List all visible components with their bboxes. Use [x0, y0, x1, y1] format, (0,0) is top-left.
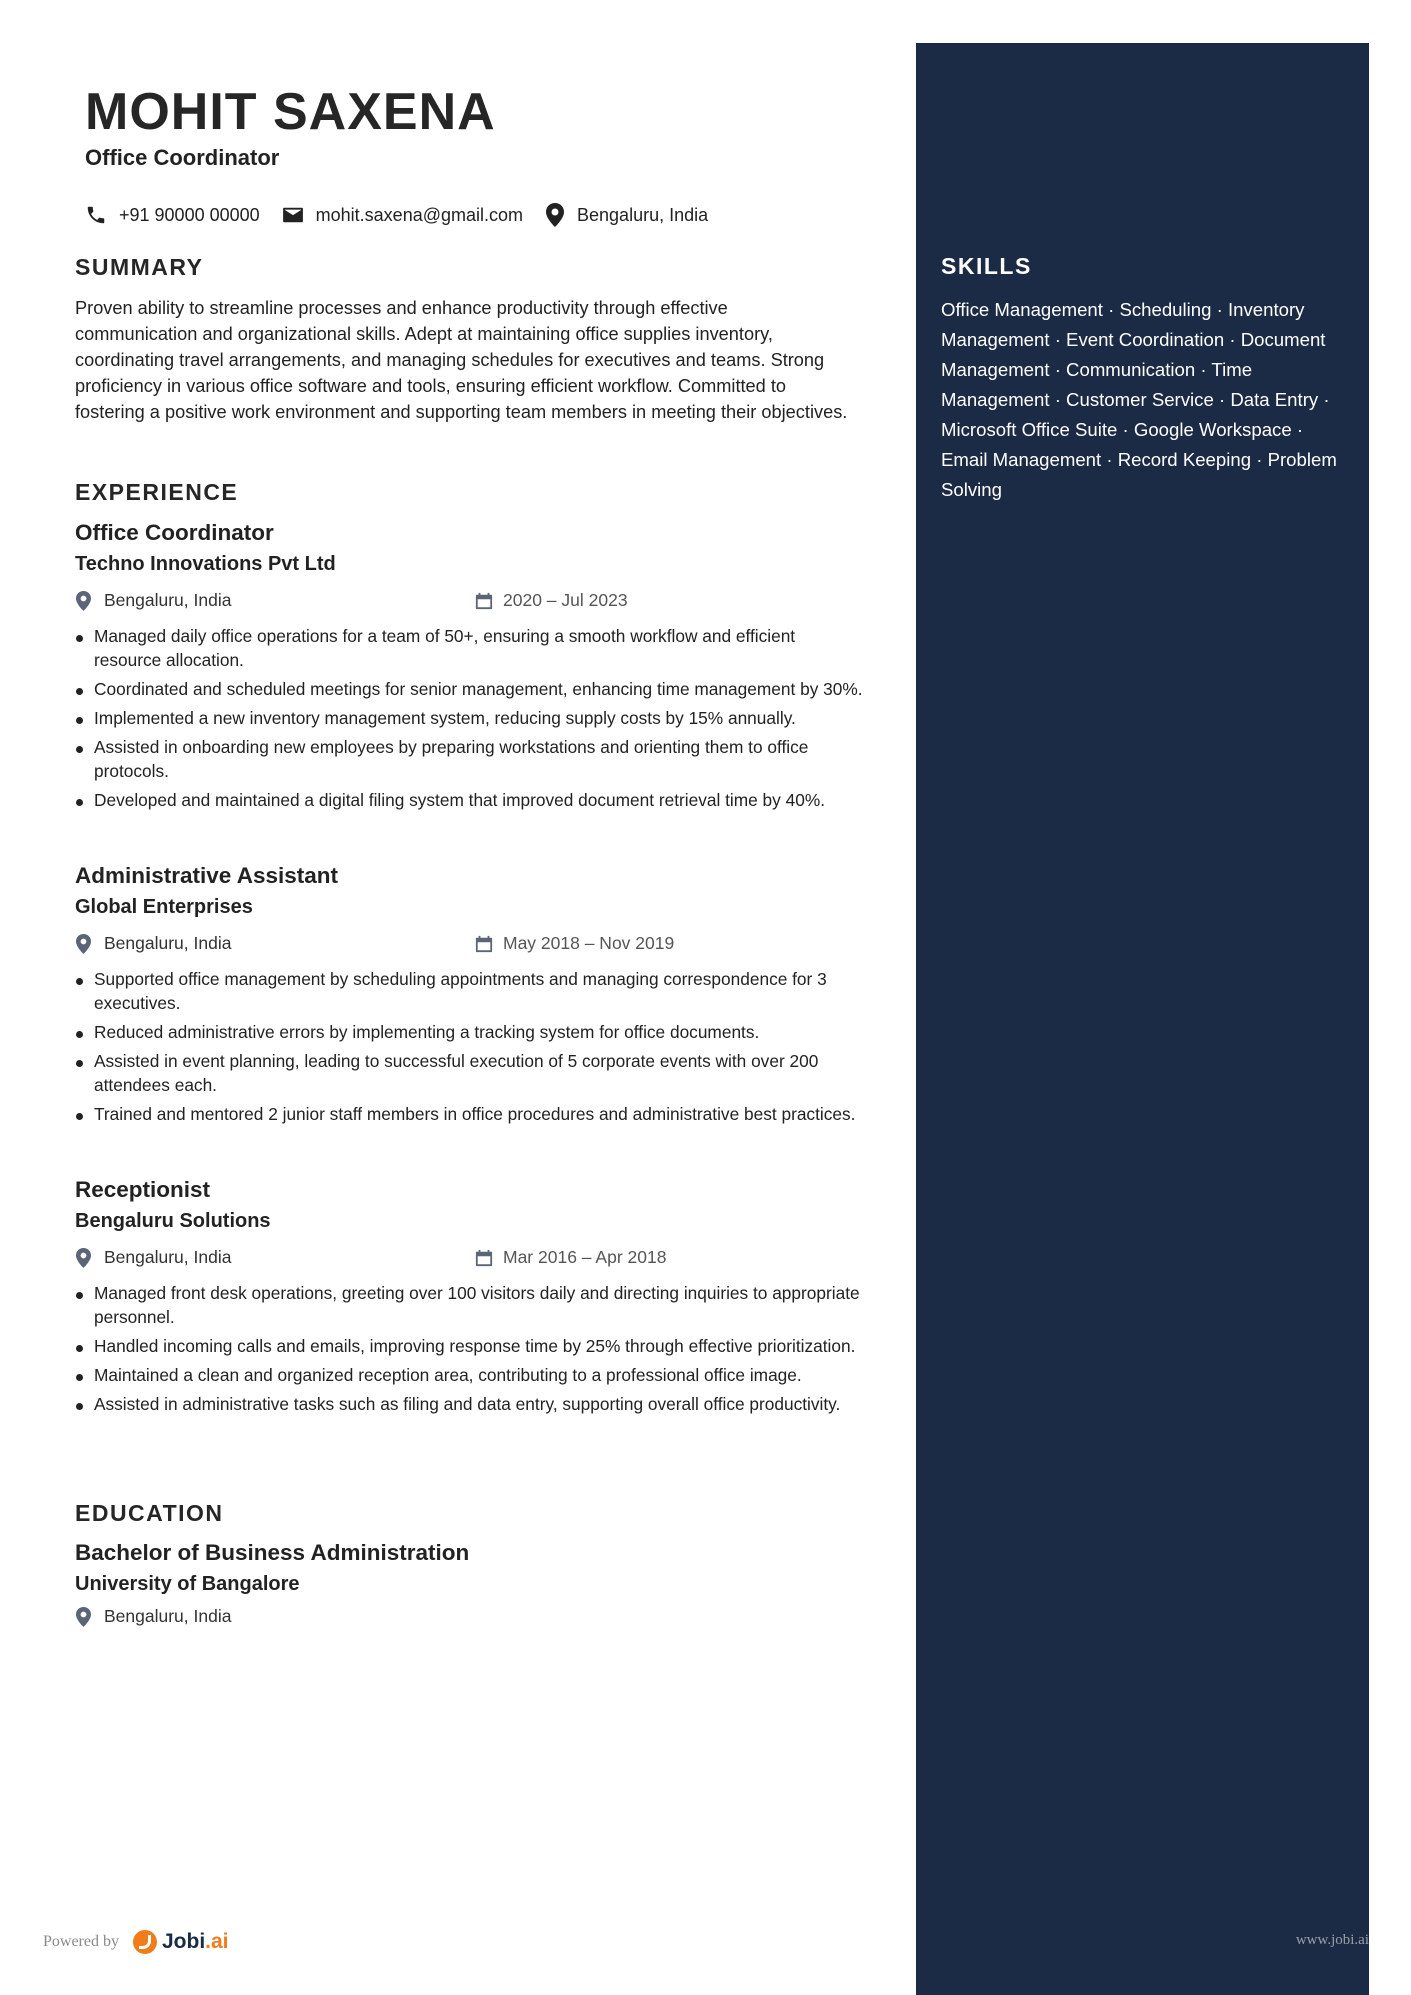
job-meta	[75, 1247, 865, 1271]
job-meta	[75, 590, 865, 614]
job-meta	[75, 933, 865, 957]
job-bullets	[75, 624, 865, 812]
job-title: Administrative Assistant	[75, 863, 338, 888]
candidate-name: MOHIT SAXENA	[85, 83, 496, 141]
list-item: Supported office management by scheduling appointments and managing correspondence for 3 executives.	[75, 967, 865, 1015]
job-company: Techno Innovations Pvt Ltd	[75, 553, 336, 575]
job-location	[75, 590, 231, 611]
job-location-text: Bengaluru, India	[104, 1247, 232, 1267]
list-item: Managed front desk operations, greeting over 100 visitors daily and directing inquiries to appropriate personnel.	[75, 1281, 865, 1329]
location-pin-icon	[75, 934, 92, 954]
job-dates-text: Mar 2016 – Apr 2018	[503, 1247, 667, 1267]
calendar-icon	[475, 592, 493, 610]
job-company: Global Enterprises	[75, 896, 253, 918]
job-bullets	[75, 967, 865, 1126]
list-item: Managed daily office operations for a team of 50+, ensuring a smooth workflow and efficient resource allocation.	[75, 624, 865, 672]
list-item: Assisted in onboarding new employees by preparing workstations and orienting them to office protocols.	[75, 735, 865, 783]
list-item: Reduced administrative errors by implementing a tracking system for office documents.	[75, 1020, 865, 1044]
job-company: Bengaluru Solutions	[75, 1210, 271, 1232]
contact-row	[85, 203, 730, 227]
job-location-text: Bengaluru, India	[104, 933, 232, 953]
job-entry	[75, 861, 865, 1131]
skills-sidebar	[916, 43, 1369, 1995]
list-item: Trained and mentored 2 junior staff members in office procedures and administrative best practices.	[75, 1102, 865, 1126]
job-dates	[475, 590, 628, 611]
powered-by[interactable]	[43, 1930, 229, 1954]
summary-title: SUMMARY	[75, 254, 204, 280]
job-dates-text: May 2018 – Nov 2019	[503, 933, 675, 953]
site-link[interactable]: www.jobi.ai	[1295, 1932, 1369, 1948]
job-dates	[475, 933, 674, 954]
job-dates-text: 2020 – Jul 2023	[503, 590, 628, 610]
location-pin-icon	[75, 1248, 92, 1268]
education-meta	[75, 1606, 865, 1630]
location-text: Bengaluru, India	[577, 204, 709, 225]
list-item: Maintained a clean and organized reception area, contributing to a professional office image.	[75, 1363, 865, 1387]
education-location	[75, 1606, 231, 1627]
list-item: Assisted in administrative tasks such as filing and data entry, supporting overall office productivity.	[75, 1392, 865, 1416]
jobi-logo	[133, 1930, 229, 1954]
contact-phone[interactable]	[85, 204, 260, 226]
job-location	[75, 933, 231, 954]
phone-text: +91 90000 00000	[119, 204, 260, 225]
skills-list: Office Management · Scheduling · Inventory Management · Event Coordination · Document Management · Communication · Time Management · Customer Service · Data Entry · Microsoft Office Suite · Google Workspace · Email Management · Record Keeping · Problem Solving	[941, 299, 1337, 500]
jobi-logo-text: Jobi.ai	[161, 1930, 229, 1953]
job-dates	[475, 1247, 666, 1268]
location-pin-icon	[75, 1607, 92, 1627]
list-item: Assisted in event planning, leading to successful execution of 5 corporate events with over 200 attendees each.	[75, 1049, 865, 1097]
jobi-logo-icon	[133, 1930, 157, 1954]
education-school: University of Bangalore	[75, 1573, 300, 1595]
calendar-icon	[475, 935, 493, 953]
contact-location	[545, 203, 708, 227]
skills-title: SKILLS	[941, 253, 1032, 279]
job-location	[75, 1247, 231, 1268]
list-item: Coordinated and scheduled meetings for senior management, enhancing time management by 30%.	[75, 677, 865, 701]
job-title: Receptionist	[75, 1177, 211, 1202]
candidate-role: Office Coordinator	[85, 145, 280, 170]
job-title: Office Coordinator	[75, 520, 274, 545]
powered-by-label: Powered by	[43, 1933, 119, 1950]
phone-icon	[85, 204, 107, 226]
job-entry	[75, 518, 865, 817]
summary-text: Proven ability to streamline processes and enhance productivity through effective communication and organizational skills. Adept at maintaining office supplies inventory, coordinating travel arrangements, and managing schedules for executives and teams. Strong proficiency in various office software and tools, ensuring efficient workflow. Committed to fostering a positive work environment and supporting team members in meeting their objectives.	[75, 298, 848, 422]
location-pin-icon	[75, 591, 92, 611]
education-location-text: Bengaluru, India	[104, 1606, 232, 1626]
email-text: mohit.saxena@gmail.com	[315, 204, 524, 225]
job-bullets	[75, 1281, 865, 1416]
education-title: EDUCATION	[75, 1500, 224, 1526]
list-item: Handled incoming calls and emails, improving response time by 25% through effective prioritization.	[75, 1334, 865, 1358]
list-item: Developed and maintained a digital filing system that improved document retrieval time by 40%.	[75, 788, 865, 812]
education-degree: Bachelor of Business Administration	[75, 1540, 470, 1565]
contact-email[interactable]	[282, 205, 523, 226]
mail-icon	[282, 206, 304, 224]
job-location-text: Bengaluru, India	[104, 590, 232, 610]
education-entry	[75, 1538, 865, 1630]
experience-title: EXPERIENCE	[75, 479, 239, 505]
job-entry	[75, 1175, 865, 1421]
location-pin-icon	[545, 203, 565, 227]
calendar-icon	[475, 1249, 493, 1267]
list-item: Implemented a new inventory management system, reducing supply costs by 15% annually.	[75, 706, 865, 730]
